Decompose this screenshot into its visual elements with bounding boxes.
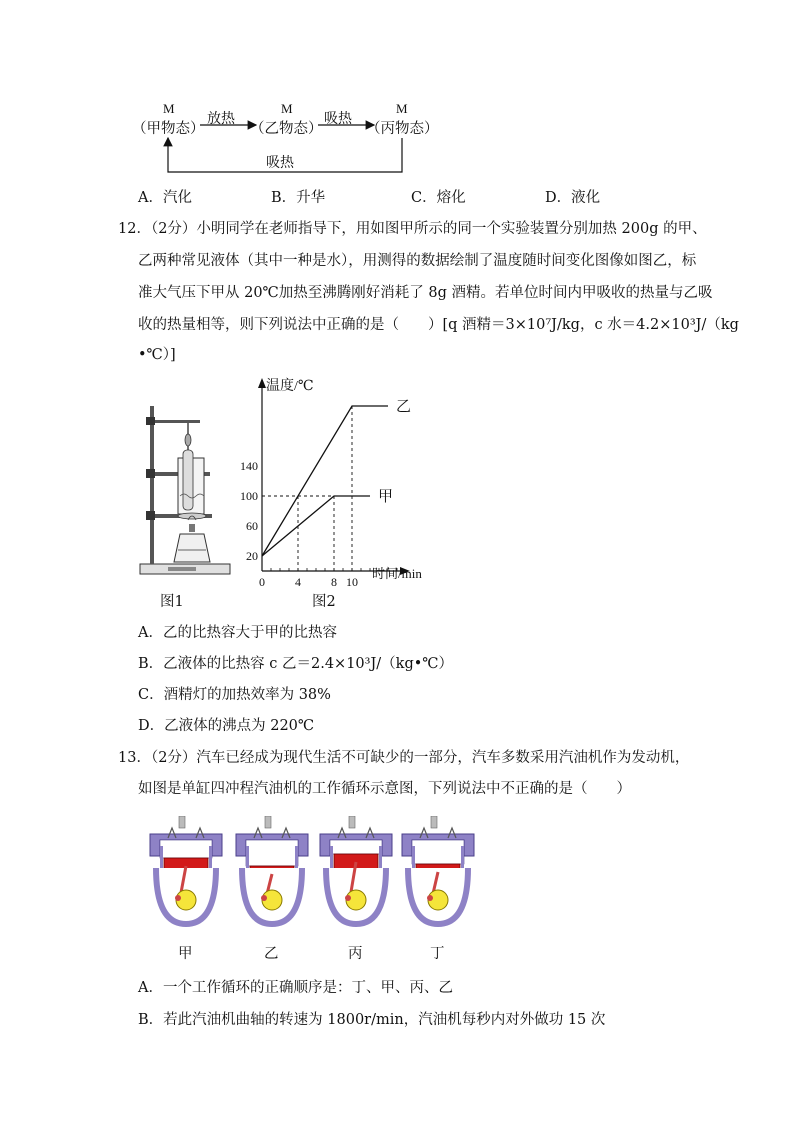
arrow2-label: 吸热 [324,111,352,127]
q13-option-a: A．一个工作循环的正确顺序是：丁、甲、丙、乙 [138,980,453,996]
series-line-yi [262,406,388,556]
x-tick-label-0: 0 [259,575,265,586]
y-tick-label-60: 60 [246,519,258,533]
temperature-time-chart [236,372,450,586]
q12-line5: •℃）] [138,347,176,363]
series-label-jia: 甲 [378,489,394,505]
figure1-caption: 图1 [160,594,184,610]
q11-option-d: D．液化 [545,190,601,206]
figure2-caption: 图2 [312,594,336,610]
series-label-yi: 乙 [396,399,412,415]
state3-label: （丙物态） [366,121,439,137]
y-axis-label: 温度/℃ [266,379,314,394]
arrow1-label: 放热 [207,111,235,127]
series-line-jia [262,496,370,556]
heating-apparatus-figure [138,400,234,582]
q13-line1: 13．（2分）汽车已经成为现代生活不可缺少的一部分，汽车多数采用汽油机作为发动机， [118,750,690,766]
q12-line3: 准大气压下甲从 20℃加热至沸腾刚好消耗了 8g 酒精。若单位时间内甲吸收的热量与乙吸 [138,285,713,301]
engine-label: 丁 [430,946,445,962]
y-tick-label-20: 20 [246,549,258,563]
q12-option-a: A．乙的比热容大于甲的比热容 [138,625,337,641]
q12-line4: 收的热量相等，则下列说法中正确的是（ ）[q 酒精＝3×10⁷J/kg，c 水＝4.2×10³J/（kg [138,317,739,333]
x-tick-label-4: 4 [295,575,301,586]
q12-option-b: B．乙液体的比热容 c 乙＝2.4×10³J/（kg•℃） [138,656,454,672]
y-tick-label-100: 100 [240,489,258,503]
engine-label: 丙 [348,946,363,962]
q12-line2: 乙两种常见液体（其中一种是水），用测得的数据绘制了温度随时间变化图像如图乙，标 [138,253,697,269]
engine-diagram [398,816,478,932]
x-axis-label: 时间/min [372,566,422,581]
q11-option-c: C．熔化 [411,190,466,206]
q12-option-d: D．乙液体的沸点为 220℃ [138,718,315,734]
q13-option-b: B．若此汽油机曲轴的转速为 1800r/min，汽油机每秒内对外做功 15 次 [138,1012,606,1028]
engine-label: 乙 [264,946,279,962]
state3-m: M [396,101,408,116]
state2-m: M [281,101,293,116]
back-arrow-label: 吸热 [266,155,294,171]
q13-line2: 如图是单缸四冲程汽油机的工作循环示意图，下列说法中不正确的是（ ） [138,781,631,797]
state1-m: M [163,101,175,116]
state2-label: （乙物态） [250,121,323,137]
x-tick-label-8: 8 [331,575,337,586]
y-tick-label-140: 140 [240,459,258,473]
y-axis-arrow [258,378,266,388]
engine-diagram [146,816,226,932]
q11-option-b: B．升华 [271,190,326,206]
engine-diagram [232,816,312,932]
engine-diagram [316,816,396,932]
engine-label: 甲 [178,946,193,962]
q12-option-c: C．酒精灯的加热效率为 38% [138,687,331,703]
q11-option-a: A．汽化 [138,190,192,206]
x-tick-label-10: 10 [346,575,358,586]
q12-line1: 12．（2分）小明同学在老师指导下，用如图甲所示的同一个实验装置分别加热 200g 的甲、 [118,221,707,237]
state1-label: （甲物态） [132,121,205,137]
